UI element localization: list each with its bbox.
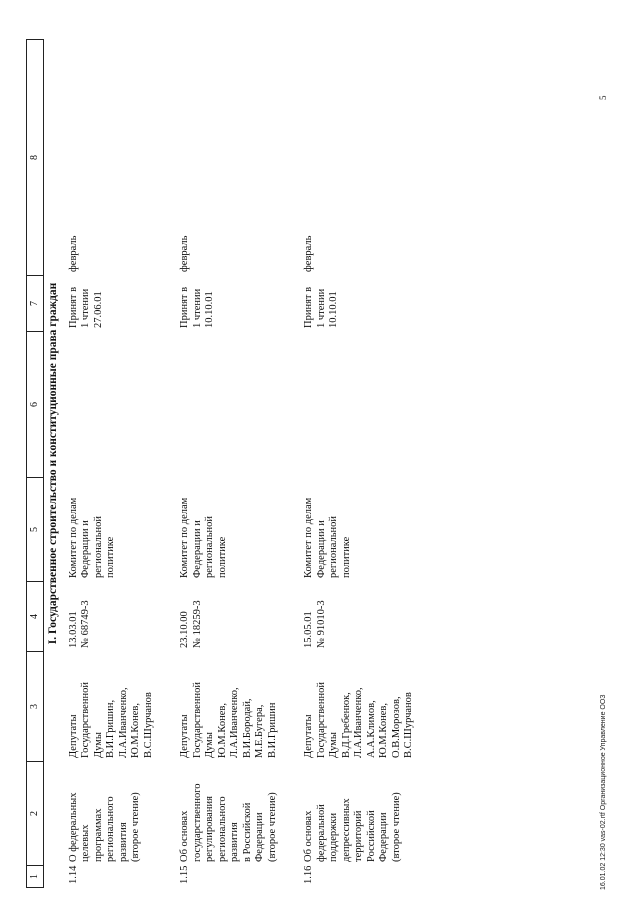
footer-text: 16.01.02 12:30 vas-02.rtf Организационное Управление ООЗ: [600, 694, 607, 890]
bill-authors-line: Л.А.Иванченко,: [353, 687, 364, 758]
bill-authors-line: Ю.М.Конев,: [216, 703, 228, 758]
planned-month-month: февраль: [67, 235, 79, 272]
column-header: 5: [27, 478, 44, 582]
bill-title-line: Об основах федеральной: [303, 804, 327, 862]
planned-month-month: февраль: [303, 235, 314, 272]
column-header: 3: [27, 652, 44, 762]
bill-status-line: 10.10.01: [204, 291, 215, 328]
bill-status-line: Принят в 1 чтении: [303, 286, 327, 328]
page-number: 5: [598, 95, 608, 100]
bill-status: [64, 276, 176, 332]
bill-authors-line: Ю.М.Конев,: [130, 703, 141, 758]
bill-authors-line: М.Е.Бугера,: [254, 704, 265, 758]
row-number-num: 1.15: [179, 865, 190, 884]
planned-month: [64, 40, 176, 276]
bill-registration-date: 23.10.00: [179, 611, 190, 648]
bill-authors-line: А.А.Климов,: [365, 700, 377, 758]
section-title: I. Государственное строительство и конституционные права граждан: [47, 282, 59, 645]
responsible-committee: [64, 478, 176, 582]
bill-status-line: Принят в 1 чтении: [179, 286, 203, 328]
responsible-committee-line: региональной: [204, 516, 215, 578]
row-number: [64, 866, 176, 888]
bill-title: [175, 762, 299, 866]
bill-registration: [299, 582, 436, 652]
responsible-committee-line: политике: [105, 536, 116, 578]
bill-title-line: регионального развития: [105, 796, 129, 862]
bill-authors-line: Государственной Думы: [191, 682, 215, 758]
responsible-committee-line: региональной: [92, 516, 104, 578]
row-number: [299, 866, 436, 888]
bill-authors-line: Депутаты: [67, 714, 79, 758]
bill-title-line: регионального развития: [216, 796, 240, 862]
column-6-cell: [299, 332, 436, 478]
bill-title: [299, 762, 436, 866]
bill-registration-date: 15.05.01: [303, 611, 314, 648]
bill-authors-line: О.В.Морозов,: [390, 696, 402, 758]
bill-status: [299, 276, 436, 332]
section-row: [44, 40, 64, 888]
responsible-committee: [175, 478, 299, 582]
bill-authors-line: Л.А.Иванченко,: [229, 687, 240, 758]
landscape-sheet: [26, 40, 616, 888]
bill-title-line: Федерации: [378, 812, 389, 862]
responsible-committee-line: Федерации и: [315, 520, 327, 578]
bill-title-line: (второе чтение): [266, 792, 278, 862]
bill-authors-line: Государственной Думы: [315, 682, 339, 758]
bill-authors-line: Государственной Думы: [80, 682, 104, 758]
responsible-committee-line: региональной: [328, 516, 339, 578]
bill-authors-line: В.С.Шурчанов: [403, 692, 414, 758]
column-header: 4: [27, 582, 44, 652]
bill-authors: [64, 652, 176, 762]
bill-title-line: Об основах: [179, 810, 190, 862]
planned-month: [299, 40, 436, 276]
bill-title-line: в Российской Федерации: [241, 802, 265, 862]
responsible-committee: [299, 478, 436, 582]
column-header: 7: [27, 276, 44, 332]
column-header: 6: [27, 332, 44, 478]
bill-authors-line: Депутаты: [303, 714, 314, 758]
responsible-committee-line: политике: [216, 536, 228, 578]
row-number: [175, 866, 299, 888]
responsible-committee-line: политике: [340, 536, 352, 578]
bill-registration-reg_no: № 68749-3: [80, 600, 91, 648]
bill-title-line: регулирования: [204, 796, 215, 862]
bills-table: [26, 39, 64, 888]
bill-authors-line: В.С.Шурчанов: [142, 692, 154, 758]
bill-status: [175, 276, 299, 332]
column-header: 2: [27, 762, 44, 866]
bill-registration-reg_no: № 18259-3: [191, 600, 203, 648]
bill-title-line: программах: [92, 808, 104, 862]
responsible-committee-line: Федерации и: [80, 520, 91, 578]
bill-title-line: государственного: [191, 783, 203, 862]
bill-registration: [64, 582, 176, 652]
bill-title-line: поддержки: [328, 812, 339, 862]
responsible-committee-line: Комитет по делам: [179, 497, 190, 578]
responsible-committee-line: Комитет по делам: [303, 497, 314, 578]
column-6-cell: [64, 332, 176, 478]
bill-authors: [175, 652, 299, 762]
table-row: [64, 40, 176, 888]
bill-authors-line: Депутаты: [179, 714, 190, 758]
column-header: 1: [27, 866, 44, 888]
bill-status-line: 10.10.01: [328, 291, 339, 328]
row-number-num: 1.16: [303, 865, 314, 884]
rows-table: [64, 40, 436, 888]
bill-authors-line: Л.А.Иванченко,: [117, 687, 129, 758]
bill-authors-line: В.И.Бородай,: [241, 698, 253, 758]
bill-registration: [175, 582, 299, 652]
bill-title-line: (второе чтение): [390, 792, 402, 862]
planned-month-month: февраль: [179, 235, 190, 272]
bill-authors-line: В.И.Гришин,: [105, 699, 116, 758]
bill-title: [64, 762, 176, 866]
bill-authors-line: В.И.Гришин: [266, 702, 278, 758]
row-number-num: 1.14: [67, 865, 79, 884]
bill-title-line: (второе чтение): [130, 792, 141, 862]
table-row: [175, 40, 299, 888]
bill-registration-date: 13.03.01: [67, 611, 79, 648]
column-6-cell: [175, 332, 299, 478]
bill-authors-line: В.Д.Гребенюк,: [340, 692, 352, 758]
bill-title-line: территорий Российской: [353, 810, 377, 862]
responsible-committee-line: Федерации и: [191, 520, 203, 578]
bill-title-line: О федеральных целевых: [67, 792, 91, 862]
bill-registration-reg_no: № 91010-3: [315, 600, 327, 648]
bill-status-line: 27.06.01: [92, 291, 104, 328]
column-header-row: [27, 40, 44, 888]
bill-authors-line: Ю.М.Конев,: [378, 703, 389, 758]
planned-month: [175, 40, 299, 276]
bill-authors: [299, 652, 436, 762]
bill-status-line: Принят в 1 чтении: [67, 286, 91, 328]
table-row: [299, 40, 436, 888]
bill-title-line: депрессивных: [340, 798, 352, 862]
column-header: 8: [27, 40, 44, 276]
responsible-committee-line: Комитет по делам: [67, 497, 79, 578]
